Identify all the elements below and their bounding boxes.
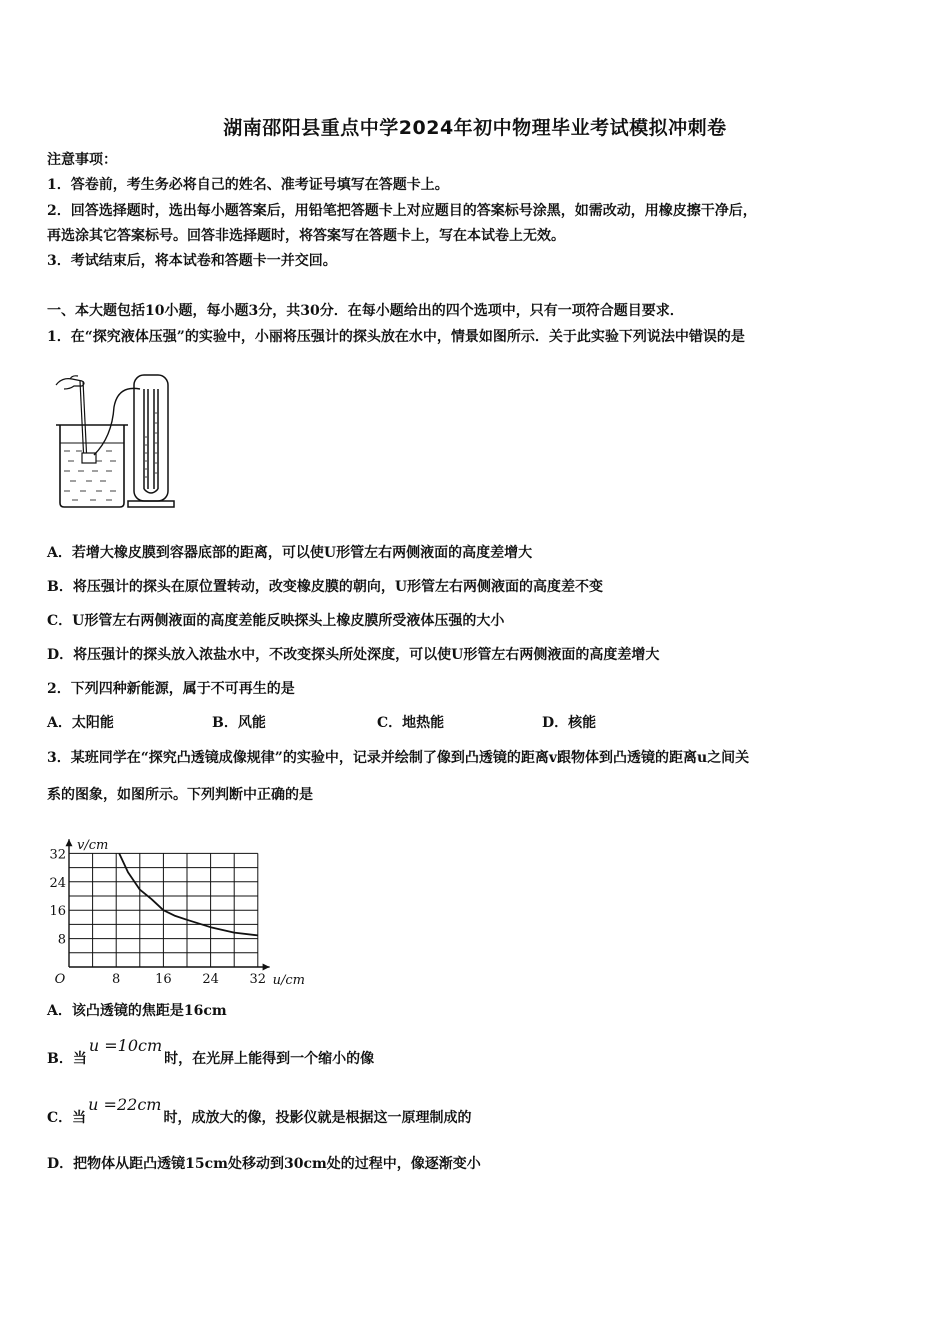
- chart-axes: [66, 839, 270, 970]
- v-u-chart: [44, 815, 324, 995]
- y-tick-label: 24: [49, 875, 66, 891]
- u-tube-liquid: [145, 413, 157, 477]
- q3-option-c-suffix: 时，成放大的像，投影仪就是根据这一原理制成的: [163, 1110, 472, 1126]
- q3-option-b-math: u =10cm: [88, 1036, 163, 1055]
- notice-item: 3．考试结束后，将本试卷和答题卡一并交回。: [47, 253, 337, 269]
- x-tick-label: 16: [155, 972, 172, 987]
- q1-option-c: C．U形管左右两侧液面的高度差能反映探头上橡皮膜所受液体压强的大小: [47, 613, 505, 629]
- page-title: 湖南邵阳县重点中学2024年初中物理毕业考试模拟冲刺卷: [223, 117, 727, 139]
- q3-option-b: [47, 1036, 375, 1069]
- y-axis-label: v/cm: [77, 838, 109, 854]
- notice-heading: 注意事项：: [47, 152, 117, 168]
- notice-item: 1．答卷前，考生务必将自己的姓名、准考证号填写在答题卡上。: [47, 177, 449, 193]
- notice-item: 2．回答选择题时，选出每小题答案后，用铅笔把答题卡上对应题目的答案标号涂黑，如需改动，用橡皮擦干净后，: [47, 203, 757, 219]
- beaker: [56, 425, 128, 507]
- q3-option-c-prefix: C．当: [47, 1110, 87, 1126]
- q2-option-a: A．太阳能: [47, 715, 114, 731]
- q1-stem: 1．在“探究液体压强”的实验中，小丽将压强计的探头放在水中，情景如图所示．关于此实验下列说法中错误的是: [47, 329, 745, 345]
- q1-option-b: B．将压强计的探头在原位置转动，改变橡皮膜的朝向，U形管左右两侧液面的高度差不变: [47, 579, 604, 595]
- q3-stem-line1: 3．某班同学在“探究凸透镜成像规律”的实验中，记录并绘制了像到凸透镜的距离v跟物体到凸透镜的距离u之间关: [47, 750, 750, 766]
- u-tube-manometer: [128, 375, 174, 507]
- q3-option-b-prefix: B．当: [47, 1051, 87, 1067]
- y-tick-label: 16: [49, 904, 66, 920]
- q1-option-a: A．若增大橡皮膜到容器底部的距离，可以使U形管左右两侧液面的高度差增大: [47, 545, 533, 561]
- x-tick-label: 8: [112, 972, 121, 987]
- q1-option-d: D．将压强计的探头放入浓盐水中，不改变探头所处深度，可以使U形管左右两侧液面的高度差增大: [47, 647, 660, 663]
- q2-option-b: B．风能: [212, 715, 266, 731]
- q2-option-c: C．地热能: [377, 715, 445, 731]
- q3-option-d: D．把物体从距凸透镜15cm处移动到30cm处的过程中，像逐渐变小: [47, 1156, 481, 1172]
- x-tick-label: 32: [249, 972, 267, 987]
- q2-option-d: D．核能: [542, 715, 597, 731]
- x-axis-arrow: [263, 964, 270, 971]
- notice-item: 再选涂其它答案标号。回答非选择题时，将答案写在答题卡上，写在本试卷上无效。: [47, 228, 565, 244]
- q3-option-c-math: u =22cm: [88, 1095, 162, 1114]
- q1-figure: [48, 367, 178, 513]
- rubber-tube: [94, 388, 140, 455]
- q3-stem-line2: 系的图象，如图所示。下列判断中正确的是: [47, 787, 313, 803]
- y-tick-label: 8: [57, 932, 66, 948]
- y-tick-label: 32: [49, 847, 66, 863]
- q2-stem: 2．下列四种新能源，属于不可再生的是: [47, 681, 295, 697]
- origin-label: O: [54, 972, 66, 987]
- x-tick-label: 24: [202, 972, 219, 987]
- y-axis-arrow: [66, 839, 73, 846]
- q3-option-b-suffix: 时，在光屏上能得到一个缩小的像: [164, 1051, 375, 1067]
- x-axis-label: u/cm: [272, 973, 305, 988]
- q3-option-a: A．该凸透镜的焦距是16cm: [47, 1003, 227, 1019]
- q3-option-c: [47, 1095, 472, 1128]
- section-heading: 一、本大题包括10小题，每小题3分，共30分．在每小题给出的四个选项中，只有一项符合题目要求．: [47, 303, 684, 319]
